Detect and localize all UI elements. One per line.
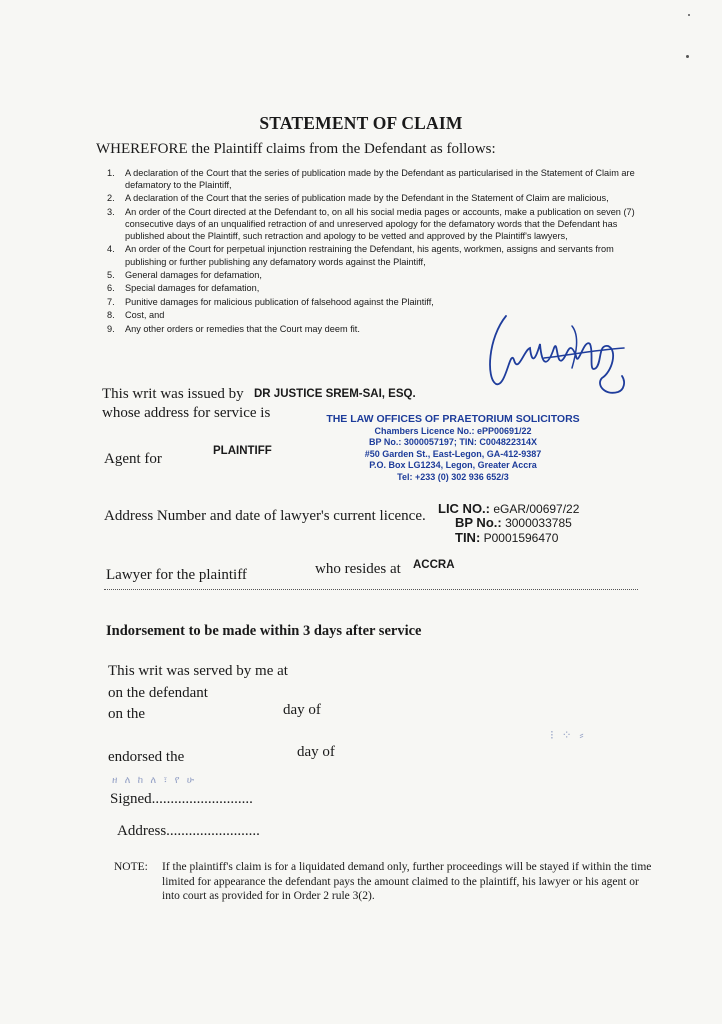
claim-item: 6. Special damages for defamation, bbox=[107, 283, 260, 294]
claim-item: 7. Punitive damages for malicious publication of falsehood against the Plaintiff, bbox=[107, 296, 434, 307]
on-the-label: on the bbox=[108, 706, 146, 722]
note-text: If the plaintiff's claim is for a liquidated demand only, further proceedings will be stayed if within the time limited for appearance the defendant pays the amount claimed to the plaintiff, his lawyer or his agent or into court as provided for in Order 2 rule 3(2). bbox=[162, 861, 652, 902]
day-of-label: day of bbox=[297, 744, 335, 760]
stamp-firm: THE LAW OFFICES OF PRAETORIUM SOLICITORS bbox=[326, 413, 580, 425]
endorsed-the-label: endorsed the bbox=[108, 749, 185, 765]
on-defendant-label: on the defendant bbox=[108, 685, 208, 701]
address-line: Address......................... bbox=[117, 823, 260, 839]
stamp-line: Chambers Licence No.: ePP00691/22 bbox=[374, 426, 532, 436]
stamp-line: BP No.: 3000057197; TIN: C004822314X bbox=[369, 437, 537, 448]
claim-item: 3. An order of the Court directed at the Defendant to, on all his social media pages or accounts, make a publication on seven (7) consecutive days of an unqualified retraction of and unreserved apology for the defamatory words that the Defendant has published about the Plaintiff, such retraction and apology to be vetted and approved by the Plaintiff's lawyers, bbox=[107, 206, 635, 242]
solicitors-stamp bbox=[318, 413, 588, 483]
signature-image bbox=[484, 308, 634, 413]
speck bbox=[688, 14, 690, 16]
lic-no-value: eGAR/00697/22 bbox=[493, 502, 580, 516]
tin-line bbox=[455, 530, 558, 546]
claims-intro: WHEREFORE the Plaintiff claims from the Defendant as follows: bbox=[96, 141, 496, 157]
faint-show-through-mark: ⁝ ⁘ ⸗ bbox=[550, 728, 586, 742]
address-for-service-label: whose address for service is bbox=[102, 405, 271, 421]
lawyer-label: Lawyer for the plaintiff bbox=[106, 567, 247, 583]
note-label: NOTE: bbox=[114, 861, 148, 873]
licence-label: Address Number and date of lawyer's current licence. bbox=[104, 508, 426, 524]
bp-no-line bbox=[455, 515, 572, 531]
claim-item: 4. An order of the Court for perpetual injunction restraining the Defendant, his agents, workmen, assigns and servants from publishing or further publishing any defamatory words against the Plaintiff, bbox=[107, 244, 614, 267]
note-block bbox=[114, 860, 659, 904]
stamp-line: P.O. Box LG1234, Legon, Greater Accra bbox=[369, 460, 537, 471]
document-title: STATEMENT OF CLAIM bbox=[259, 113, 463, 133]
agent-value: PLAINTIFF bbox=[213, 445, 272, 457]
served-by-label: This writ was served by me at bbox=[108, 663, 288, 679]
issued-by-label: This writ was issued by bbox=[102, 386, 244, 402]
claim-item: 8. Cost, and bbox=[107, 310, 165, 321]
bp-no-label: BP No.: bbox=[455, 515, 502, 530]
claim-item: 5. General damages for defamation, bbox=[107, 269, 262, 280]
signed-line: Signed........................... bbox=[110, 791, 253, 807]
claim-item: 2. A declaration of the Court that the series of publication made by the Defendant in the Statement of Claim are malicious, bbox=[107, 193, 609, 204]
issued-by-name: DR JUSTICE SREM-SAI, ESQ. bbox=[254, 388, 416, 400]
resides-value: ACCRA bbox=[413, 559, 455, 571]
tin-label: TIN: bbox=[455, 530, 481, 545]
tin-value: P0001596470 bbox=[483, 531, 559, 545]
dotted-divider bbox=[104, 589, 638, 590]
speck bbox=[686, 55, 689, 58]
stamp-line: #50 Garden St., East-Legon, GA-412-9387 bbox=[364, 448, 542, 459]
agent-label: Agent for bbox=[104, 451, 162, 467]
claim-item: 1. A declaration of the Court that the series of publication made by the Defendant as particularised in the Statement of Claim are defamatory to the Plaintiff, bbox=[107, 168, 635, 191]
bp-no-value: 3000033785 bbox=[505, 516, 572, 530]
indorsement-heading: Indorsement to be made within 3 days after service bbox=[106, 623, 422, 639]
faint-show-through-mark: ዘ ለ ከ ለ ፣ የ ሁ bbox=[112, 775, 197, 786]
claim-item: 9. Any other orders or remedies that the Court may deem fit. bbox=[107, 323, 360, 334]
stamp-line: Tel: +233 (0) 302 936 652/3 bbox=[397, 471, 509, 482]
resides-label: who resides at bbox=[315, 561, 401, 577]
lic-no-label: LIC NO.: bbox=[438, 501, 490, 516]
day-of-label: day of bbox=[283, 702, 321, 718]
